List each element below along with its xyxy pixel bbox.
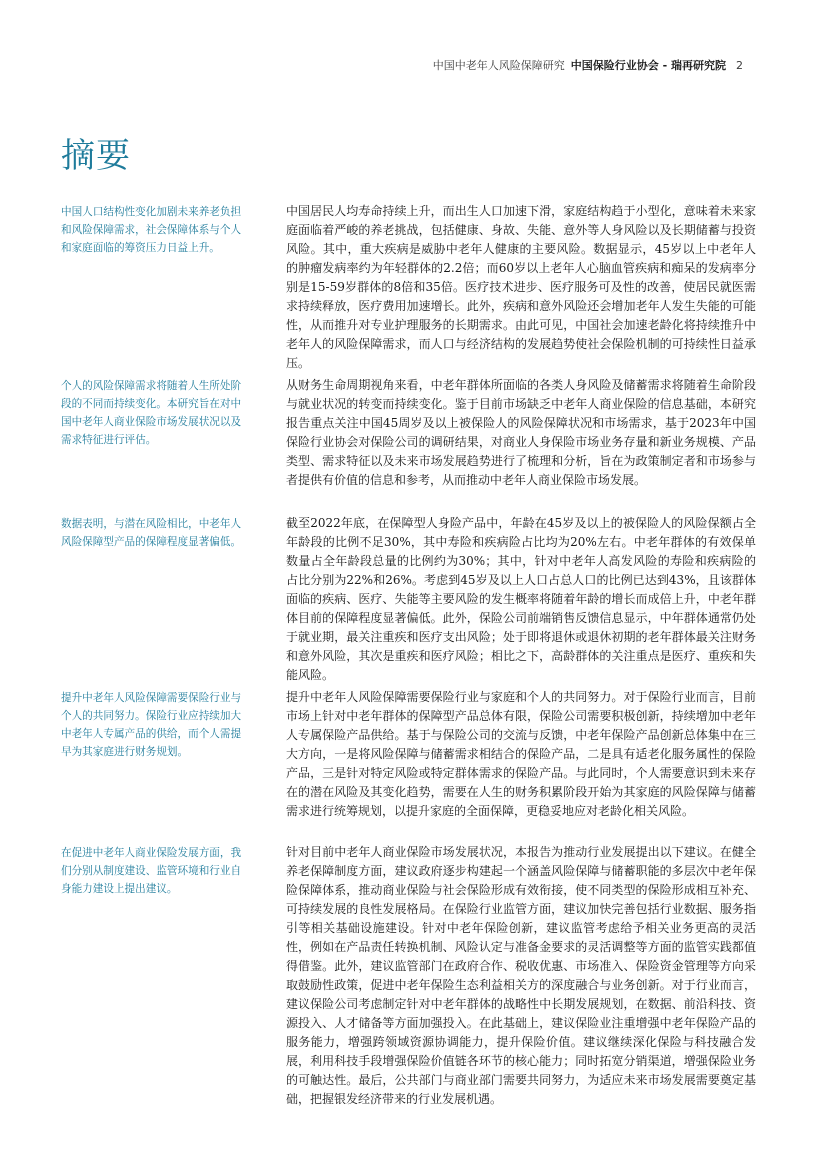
paragraph-2: 从财务生命周期视角来看，中老年群体所面临的各类人身风险及储蓄需求将随着生命阶段与就业状况的转变而持续变化。鉴于目前市场缺乏中老年人商业保险的信息基础，本研究报告重点关注中国45周岁及以上被保险人的风险保障状况和市场需求，基于2023年中国保险行业协会对保险公司的调研结果，对商业人身保险市场业务存量和新业务规模、产品类型、需求特征以及未来市场发展趋势进行了梳理和分析，旨在为政策制定者和市场参与者提供有价值的信息和参考，从而推动中老年人商业保险市场发展。: [286, 378, 756, 487]
sidenote-2: 个人的风险保障需求将随着人生所处阶段的不同而持续变化。本研究旨在对中国中老年人商业保险市场发展状况以及需求特征进行评估。: [61, 380, 242, 446]
sidenote-5: 在促进中老年人商业保险发展方面，我们分别从制度建设、监管环境和行业自身能力建设上提出建议。: [61, 847, 242, 895]
report-title: 中国中老年人风险保障研究: [432, 59, 565, 72]
sidenote-4: 提升中老年人风险保障需要保险行业与个人的共同努力。保险行业应持续加大中老年人专属产品的供给，而个人需提早为其家庭进行财务规划。: [61, 692, 242, 758]
organization-name: 中国保险行业协会 - 瑞再研究院: [570, 59, 726, 72]
sidenote-1: 中国人口结构性变化加剧未来养老负担和风险保障需求，社会保障体系与个人和家庭面临的筹资压力日益上升。: [61, 206, 242, 254]
paragraph-4: 提升中老年人风险保障需要保险行业与家庭和个人的共同努力。对于保险行业而言，目前市场上针对中老年群体的保障型产品总体有限，保险公司需要积极创新，持续增加中老年人专属保险产品供给。基于与保险公司的交流与反馈，中老年保险产品创新总体集中在三大方向，一是将风险保障与储蓄需求相结合的保险产品，二是具有适老化服务属性的保险产品，三是针对特定风险或特定群体需求的保险产品。与此同时，个人需要意识到未来存在的潜在风险及其变化趋势，需要在人生的财务积累阶段开始为其家庭的风险保障与储蓄需求进行统筹规划，以提升家庭的全面保障，更稳妥地应对老龄化相关风险。: [286, 690, 756, 818]
sidenote-3: 数据表明，与潜在风险相比，中老年人风险保障型产品的保障程度显著偏低。: [61, 518, 242, 548]
paragraph-5: 针对目前中老年人商业保险市场发展状况，本报告为推动行业发展提出以下建议。在健全养老保障制度方面，建议政府逐步构建起一个涵盖风险保障与储蓄职能的多层次中老年保险保障体系，推动商业保险与社会保险形成有效衔接，使不同类型的保险形成相互补充、可持续发展的良性发展格局。在保险行业监管方面，建议加快完善包括行业数据、服务指引等相关基础设施建设。针对中老年保险创新，建议监管考虑给予相关业务更高的灵活性，例如在产品责任转换机制、风险认定与准备金要求的灵活调整等方面的监管实践都值得借鉴。此外，建议监管部门在政府合作、税收优惠、市场准入、保险资金管理等方向采取鼓励性政策，促进中老年保险生态利益相关方的深度融合与业务创新。对于行业而言，建议保险公司考虑制定针对中老年群体的战略性中长期发展规划，在数据、前沿科技、资源投入、人才储备等方面加强投入。在此基础上，建议保险业注重增强中老年保险产品的服务能力，增强跨领域资源协调能力，提升保险价值。建议继续深化保险与科技融合发展，利用科技手段增强保险价值链各环节的核心能力；同时拓宽分销渠道，增强保险业务的可触达性。最后，公共部门与商业部门需要共同努力，为适应未来市场发展需要奠定基础，把握银发经济带来的行业发展机遇。: [286, 845, 756, 1106]
paragraph-3: 截至2022年底，在保障型人身险产品中，年龄在45岁及以上的被保险人的风险保额占全年龄段的比例不足30%，其中寿险和疾病险占比均为20%左右。中老年群体的有效保单数量占全年龄段总量的比例约为30%；其中，针对中老年人高发风险的寿险和疾病险的占比分别为22%和26%。考虑到45岁及以上人口占总人口的比例已达到43%，且该群体面临的疾病、医疗、失能等主要风险的发生概率将随着年龄的增长而成倍上升，中老年群体目前的保障程度显著偏低。此外，保险公司前端销售反馈信息显示，中年群体通常仍处于就业期，最关注重疾和医疗支出风险；处于即将退休或退休初期的老年群体最关注财务和意外风险，其次是重疾和医疗风险；相比之下，高龄群体的关注重点是医疗、重疾和失能风险。: [286, 516, 756, 682]
page-number: 2: [736, 59, 743, 72]
paragraph-1: 中国居民人均寿命持续上升，而出生人口加速下滑，家庭结构趋于小型化，意味着未来家庭面临着严峻的养老挑战，包括健康、身故、失能、意外等人身风险以及长期储蓄与投资风险。其中，重大疾病是威胁中老年人健康的主要风险。数据显示，45岁以上中老年人的肿瘤发病率约为年轻群体的2.2倍；而60岁以上老年人心脑血管疾病和痴呆的发病率分别是15-59岁群体的8倍和35倍。医疗技术进步、医疗服务可及性的改善，使居民就医需求持续释放，医疗费用加速增长。此外，疾病和意外风险还会增加老年人发生失能的可能性，从而推升对专业护理服务的长期需求。由此可见，中国社会加速老龄化将持续推升中老年人的风险保障需求，而人口与经济结构的发展趋势使社会保险机制的可持续性日益承压。: [286, 204, 756, 370]
running-header: [433, 57, 743, 73]
page-title: 摘要: [61, 136, 131, 176]
